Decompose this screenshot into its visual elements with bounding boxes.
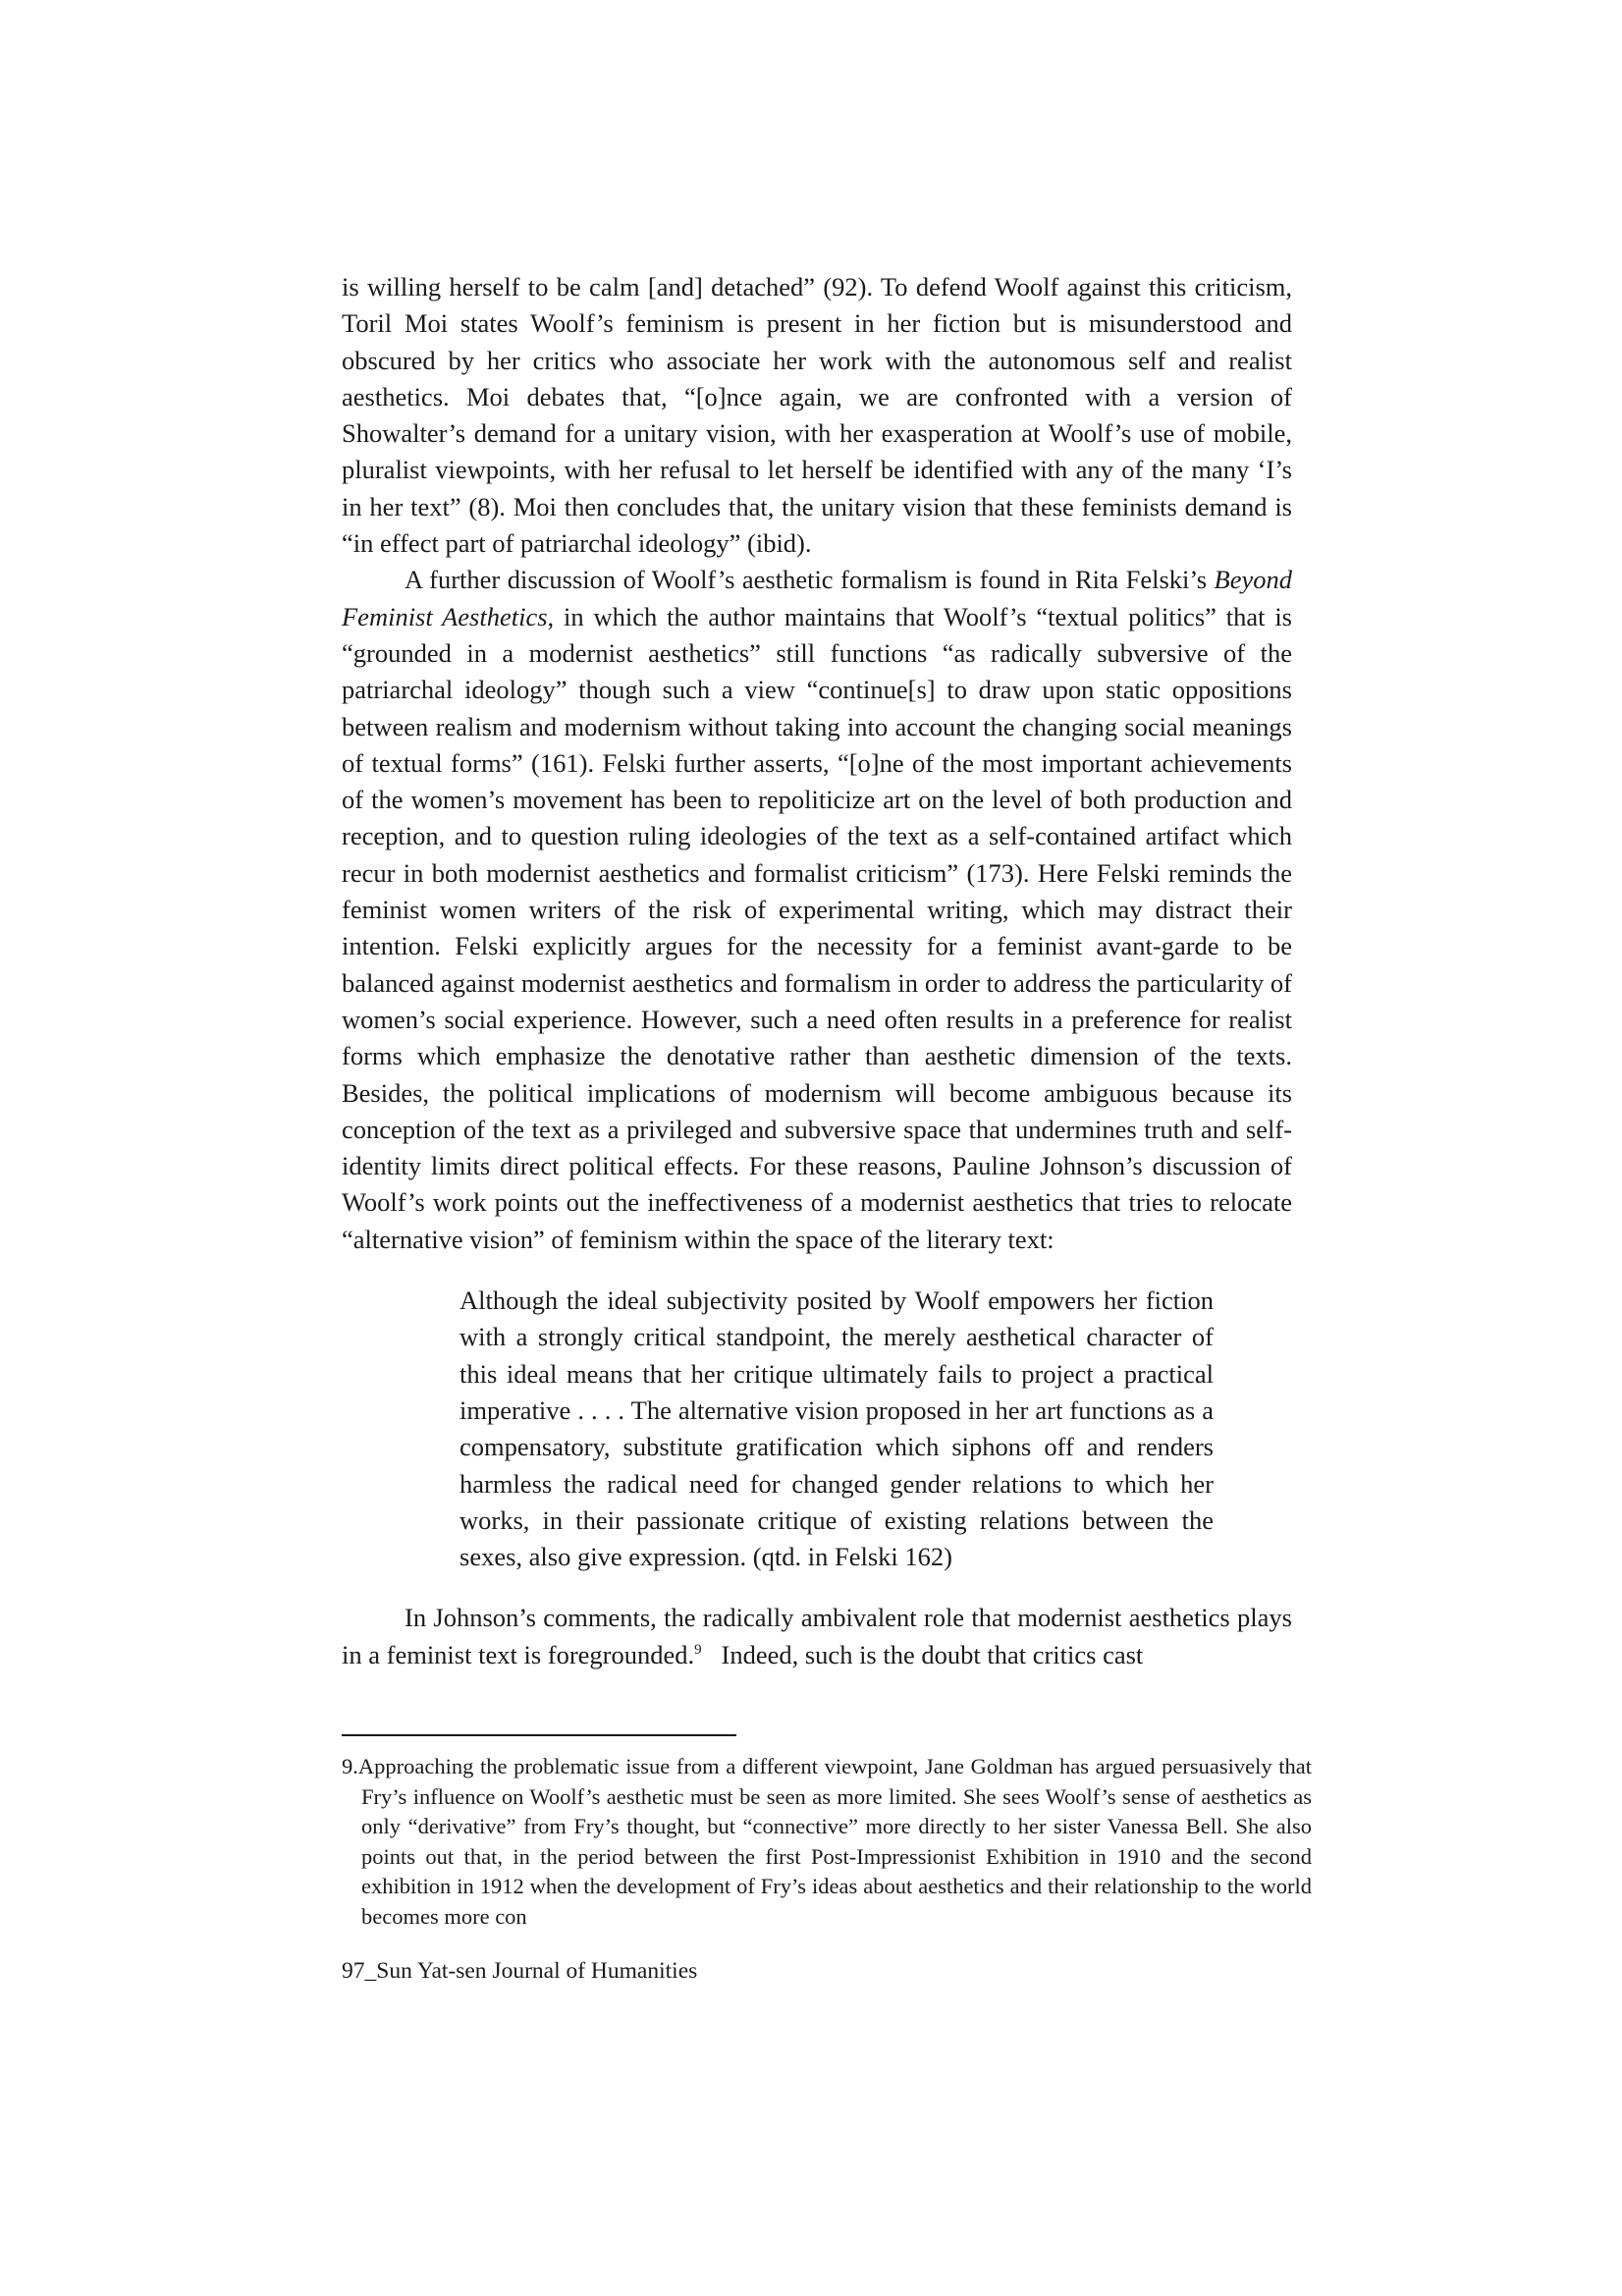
running-footer: 97_Sun Yat-sen Journal of Humanities [342, 1958, 698, 1984]
footnote-marker: 9. [342, 1754, 358, 1778]
footnote-separator [342, 1734, 736, 1736]
paragraph-1: is willing herself to be calm [and] detached” (92). To defend Woolf against this criticism, Toril Moi states Woolf’s feminism is present in her fiction but is misunderstood and obscured by her critics who associate her work with the autonomous self and realist aesthetics. Moi debates that, “[o]nce again, we are confronted with a version of Showalter’s demand for a unitary vision, with her exasperation at Woolf’s use of mobile, pluralist viewpoints, with her refusal to let herself be identified with any of the many ‘I’s in her text” (8). Moi then concludes that, the unitary vision that these feminists demand is “in effect part of patriarchal ideology” (ibid). [342, 272, 1292, 559]
paragraph-3-lead: In Johnson’s comments, the radically ambivalent role that modernist aesthetics plays in a feminist text is foregrounded. [342, 1603, 1292, 1669]
paragraph-2-lead: A further discussion of Woolf’s aesthetic formalism is found in Rita Felski’s [405, 565, 1215, 595]
paragraph-3-rest: Indeed, such is the doubt that critics cast [701, 1639, 1144, 1669]
book-title: Beyond Feminist Aesthetics [342, 565, 1292, 631]
paragraph-2 [342, 562, 1292, 1258]
block-quote: Although the ideal subjectivity posited by Woolf empowers her fiction with a strongly critical standpoint, the merely aesthetical character of this ideal means that her critique ultimately fails to project a practical imperative . . . . The alternative vision proposed in her art functions as a compensatory, substitute gratification which siphons off and renders harmless the radical need for changed gender relations to which her works, in their passionate critique of existing relations between the sexes, also give expression. (qtd. in Felski 162) [460, 1285, 1214, 1572]
body-text [342, 269, 1292, 1673]
paragraph-3 [342, 1600, 1292, 1673]
footnote-reference: 9 [694, 1641, 702, 1658]
paragraph-2-rest: , in which the author maintains that Woolf’s “textual politics” that is “grounded in a modernist aesthetics” still functions “as radically subversive of the patriarchal ideology” though such a view “continue[s] to draw upon static oppositions between realism and modernism without taking into account the changing social meanings of textual forms” (161). Felski further asserts, “[o]ne of the most important achievements of the women’s movement has been to repoliticize art on the level of both production and reception, and to question ruling ideologies of the text as a self-contained artifact which recur in both modernist aesthetics and formalist criticism” (173). Here Felski reminds the feminist women writers of the risk of experimental writing, which may distract their intention. Felski explicitly argues for the necessity for a feminist avant-garde to be balanced against modernist aesthetics and formalism in order to address the particularity of women’s social experience. However, such a need often results in a preference for realist forms which emphasize the denotative rather than aesthetic dimension of the texts. Besides, the political implications of modernism will become ambiguous because its conception of the text as a privileged and subversive space that undermines truth and self-identity limits direct political effects. For these reasons, Pauline Johnson’s discussion of Woolf’s work points out the ineffectiveness of a modernist aesthetics that tries to relocate “alternative vision” of feminism within the space of the literary text: [342, 601, 1292, 1254]
footnote-text: Approaching the problematic issue from a different viewpoint, Jane Goldman has argued persuasively that Fry’s influence on Woolf’s aesthetic must be seen as more limited. She sees Woolf’s sense of aesthetics as only “derivative” from Fry’s thought, but “connective” more directly to her sister Vanessa Bell. She also points out that, in the period between the first Post-Impressionist Exhibition in 1910 and the second exhibition in 1912 when the development of Fry’s ideas about aesthetics and their relationship to the world becomes more con [357, 1754, 1312, 1929]
footnote-9 [342, 1752, 1312, 1933]
